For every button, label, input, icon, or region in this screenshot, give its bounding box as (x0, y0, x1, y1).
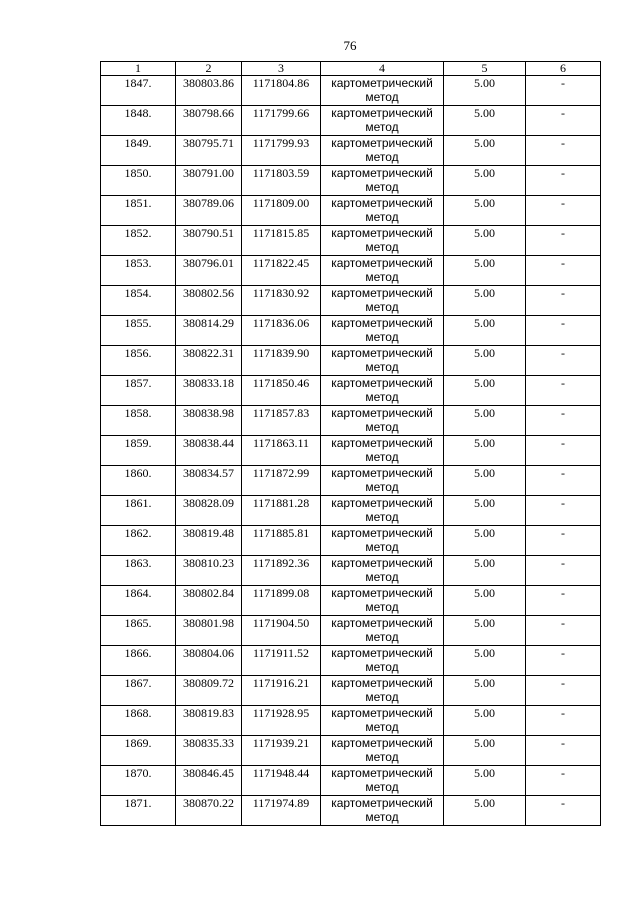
method-line-2: метод (365, 690, 399, 704)
coord-x: 380828.09 (176, 496, 242, 526)
method-line-2: метод (365, 780, 399, 794)
coord-x: 380789.06 (176, 196, 242, 226)
coord-x: 380802.84 (176, 586, 242, 616)
dash-cell: - (526, 526, 601, 556)
method-cell (321, 286, 444, 316)
coord-x: 380835.33 (176, 736, 242, 766)
coord-x: 380795.71 (176, 136, 242, 166)
method-line-1: картометрический (331, 196, 433, 210)
page-number: 76 (343, 38, 357, 53)
dash-cell: - (526, 556, 601, 586)
coord-x: 380791.00 (176, 166, 242, 196)
method-line-1: картометрический (331, 286, 433, 300)
dash-cell: - (526, 766, 601, 796)
coord-y: 1171836.06 (242, 316, 321, 346)
coord-x: 380838.44 (176, 436, 242, 466)
accuracy-value: 5.00 (444, 136, 526, 166)
table-row (101, 406, 601, 436)
method-line-1: картометрический (331, 256, 433, 270)
coord-y: 1171974.89 (242, 796, 321, 826)
table-row (101, 76, 601, 106)
table-row (101, 556, 601, 586)
coord-x: 380834.57 (176, 466, 242, 496)
table-row (101, 106, 601, 136)
coord-y: 1171863.11 (242, 436, 321, 466)
dash-cell: - (526, 376, 601, 406)
method-cell (321, 586, 444, 616)
dash-cell: - (526, 106, 601, 136)
table-row (101, 226, 601, 256)
dash-cell: - (526, 406, 601, 436)
table-row (101, 286, 601, 316)
method-cell (321, 466, 444, 496)
method-cell (321, 226, 444, 256)
accuracy-value: 5.00 (444, 346, 526, 376)
coord-y: 1171904.50 (242, 616, 321, 646)
method-line-1: картометрический (331, 166, 433, 180)
method-cell (321, 316, 444, 346)
method-line-2: метод (365, 630, 399, 644)
coord-x: 380803.86 (176, 76, 242, 106)
method-line-1: картометрический (331, 136, 433, 150)
method-line-2: метод (365, 420, 399, 434)
table-row (101, 196, 601, 226)
coord-y: 1171850.46 (242, 376, 321, 406)
method-line-1: картометрический (331, 406, 433, 420)
accuracy-value: 5.00 (444, 286, 526, 316)
accuracy-value: 5.00 (444, 256, 526, 286)
header-col-5: 5 (444, 62, 526, 76)
point-number: 1868. (101, 706, 176, 736)
table-row (101, 496, 601, 526)
method-line-2: метод (365, 270, 399, 284)
method-line-2: метод (365, 570, 399, 584)
method-line-2: метод (365, 720, 399, 734)
point-number: 1852. (101, 226, 176, 256)
coord-y: 1171928.95 (242, 706, 321, 736)
method-line-1: картометрический (331, 646, 433, 660)
point-number: 1857. (101, 376, 176, 406)
coordinates-table (100, 61, 601, 826)
coord-x: 380822.31 (176, 346, 242, 376)
coord-y: 1171948.44 (242, 766, 321, 796)
method-cell (321, 706, 444, 736)
method-line-2: метод (365, 300, 399, 314)
accuracy-value: 5.00 (444, 166, 526, 196)
table-row (101, 676, 601, 706)
method-line-1: картометрический (331, 346, 433, 360)
method-line-2: метод (365, 180, 399, 194)
point-number: 1863. (101, 556, 176, 586)
coord-y: 1171911.52 (242, 646, 321, 676)
accuracy-value: 5.00 (444, 526, 526, 556)
table-row (101, 736, 601, 766)
coord-y: 1171939.21 (242, 736, 321, 766)
coord-x: 380814.29 (176, 316, 242, 346)
point-number: 1854. (101, 286, 176, 316)
dash-cell: - (526, 166, 601, 196)
coord-y: 1171839.90 (242, 346, 321, 376)
dash-cell: - (526, 256, 601, 286)
method-line-2: метод (365, 330, 399, 344)
method-line-1: картометрический (331, 556, 433, 570)
method-line-1: картометрический (331, 796, 433, 810)
header-col-6: 6 (526, 62, 601, 76)
table-row (101, 316, 601, 346)
method-cell (321, 406, 444, 436)
accuracy-value: 5.00 (444, 676, 526, 706)
method-line-1: картометрический (331, 316, 433, 330)
method-line-2: метод (365, 90, 399, 104)
method-cell (321, 556, 444, 586)
method-line-2: метод (365, 210, 399, 224)
method-cell (321, 256, 444, 286)
point-number: 1850. (101, 166, 176, 196)
dash-cell: - (526, 136, 601, 166)
dash-cell: - (526, 646, 601, 676)
method-cell (321, 376, 444, 406)
coord-y: 1171822.45 (242, 256, 321, 286)
point-number: 1864. (101, 586, 176, 616)
dash-cell: - (526, 466, 601, 496)
method-cell (321, 166, 444, 196)
coord-x: 380798.66 (176, 106, 242, 136)
method-cell (321, 196, 444, 226)
dash-cell: - (526, 316, 601, 346)
accuracy-value: 5.00 (444, 496, 526, 526)
method-cell (321, 736, 444, 766)
dash-cell: - (526, 286, 601, 316)
header-row (101, 62, 601, 76)
accuracy-value: 5.00 (444, 376, 526, 406)
method-line-1: картометрический (331, 736, 433, 750)
coord-x: 380870.22 (176, 796, 242, 826)
method-line-1: картометрический (331, 76, 433, 90)
header-col-4: 4 (321, 62, 444, 76)
method-cell (321, 436, 444, 466)
accuracy-value: 5.00 (444, 226, 526, 256)
table-row (101, 706, 601, 736)
coord-y: 1171799.66 (242, 106, 321, 136)
dash-cell: - (526, 76, 601, 106)
coord-y: 1171815.85 (242, 226, 321, 256)
method-line-1: картометрический (331, 376, 433, 390)
dash-cell: - (526, 496, 601, 526)
header-col-1: 1 (101, 62, 176, 76)
coord-x: 380819.48 (176, 526, 242, 556)
table-row (101, 796, 601, 826)
accuracy-value: 5.00 (444, 316, 526, 346)
point-number: 1865. (101, 616, 176, 646)
method-line-2: метод (365, 600, 399, 614)
dash-cell: - (526, 436, 601, 466)
table-row (101, 166, 601, 196)
table-header (101, 62, 601, 76)
method-line-1: картометрический (331, 106, 433, 120)
point-number: 1853. (101, 256, 176, 286)
coord-x: 380846.45 (176, 766, 242, 796)
point-number: 1870. (101, 766, 176, 796)
coord-y: 1171804.86 (242, 76, 321, 106)
dash-cell: - (526, 346, 601, 376)
method-line-2: метод (365, 660, 399, 674)
coord-y: 1171803.59 (242, 166, 321, 196)
coord-x: 380804.06 (176, 646, 242, 676)
coord-y: 1171881.28 (242, 496, 321, 526)
method-line-1: картометрический (331, 706, 433, 720)
point-number: 1859. (101, 436, 176, 466)
method-line-2: метод (365, 510, 399, 524)
accuracy-value: 5.00 (444, 556, 526, 586)
coord-x: 380796.01 (176, 256, 242, 286)
method-line-1: картометрический (331, 616, 433, 630)
method-line-1: картометрический (331, 496, 433, 510)
dash-cell: - (526, 196, 601, 226)
method-cell (321, 796, 444, 826)
dash-cell: - (526, 796, 601, 826)
method-line-2: метод (365, 810, 399, 824)
coord-y: 1171885.81 (242, 526, 321, 556)
accuracy-value: 5.00 (444, 196, 526, 226)
method-line-1: картометрический (331, 676, 433, 690)
method-line-2: метод (365, 150, 399, 164)
method-cell (321, 496, 444, 526)
point-number: 1848. (101, 106, 176, 136)
coord-x: 380790.51 (176, 226, 242, 256)
accuracy-value: 5.00 (444, 646, 526, 676)
point-number: 1866. (101, 646, 176, 676)
method-line-2: метод (365, 750, 399, 764)
coord-y: 1171916.21 (242, 676, 321, 706)
coord-y: 1171899.08 (242, 586, 321, 616)
point-number: 1858. (101, 406, 176, 436)
coord-y: 1171892.36 (242, 556, 321, 586)
dash-cell: - (526, 616, 601, 646)
method-line-2: метод (365, 450, 399, 464)
coord-x: 380838.98 (176, 406, 242, 436)
point-number: 1862. (101, 526, 176, 556)
coord-x: 380819.83 (176, 706, 242, 736)
point-number: 1871. (101, 796, 176, 826)
point-number: 1861. (101, 496, 176, 526)
method-cell (321, 766, 444, 796)
method-line-1: картометрический (331, 466, 433, 480)
dash-cell: - (526, 676, 601, 706)
coord-y: 1171872.99 (242, 466, 321, 496)
table-row (101, 376, 601, 406)
coord-y: 1171809.00 (242, 196, 321, 226)
coord-x: 380810.23 (176, 556, 242, 586)
method-line-2: метод (365, 360, 399, 374)
point-number: 1855. (101, 316, 176, 346)
accuracy-value: 5.00 (444, 436, 526, 466)
dash-cell: - (526, 586, 601, 616)
accuracy-value: 5.00 (444, 796, 526, 826)
point-number: 1851. (101, 196, 176, 226)
table-row (101, 466, 601, 496)
accuracy-value: 5.00 (444, 406, 526, 436)
accuracy-value: 5.00 (444, 736, 526, 766)
table-row (101, 616, 601, 646)
coord-y: 1171799.93 (242, 136, 321, 166)
point-number: 1860. (101, 466, 176, 496)
method-cell (321, 106, 444, 136)
point-number: 1849. (101, 136, 176, 166)
coord-y: 1171830.92 (242, 286, 321, 316)
coord-x: 380809.72 (176, 676, 242, 706)
method-line-1: картометрический (331, 526, 433, 540)
accuracy-value: 5.00 (444, 76, 526, 106)
method-line-2: метод (365, 540, 399, 554)
accuracy-value: 5.00 (444, 616, 526, 646)
method-cell (321, 346, 444, 376)
coord-x: 380802.56 (176, 286, 242, 316)
table-row (101, 586, 601, 616)
header-col-3: 3 (242, 62, 321, 76)
coord-x: 380833.18 (176, 376, 242, 406)
dash-cell: - (526, 736, 601, 766)
point-number: 1847. (101, 76, 176, 106)
method-line-2: метод (365, 480, 399, 494)
method-line-2: метод (365, 390, 399, 404)
point-number: 1869. (101, 736, 176, 766)
coord-x: 380801.98 (176, 616, 242, 646)
point-number: 1867. (101, 676, 176, 706)
dash-cell: - (526, 706, 601, 736)
table-row (101, 526, 601, 556)
table-body (101, 76, 601, 826)
table-row (101, 256, 601, 286)
method-cell (321, 76, 444, 106)
header-col-2: 2 (176, 62, 242, 76)
accuracy-value: 5.00 (444, 466, 526, 496)
dash-cell: - (526, 226, 601, 256)
accuracy-value: 5.00 (444, 766, 526, 796)
method-cell (321, 646, 444, 676)
method-line-1: картометрический (331, 586, 433, 600)
table-row (101, 646, 601, 676)
method-line-2: метод (365, 120, 399, 134)
method-line-2: метод (365, 240, 399, 254)
accuracy-value: 5.00 (444, 106, 526, 136)
method-line-1: картометрический (331, 436, 433, 450)
table-row (101, 136, 601, 166)
method-cell (321, 526, 444, 556)
method-line-1: картометрический (331, 226, 433, 240)
method-cell (321, 136, 444, 166)
table-row (101, 436, 601, 466)
method-cell (321, 676, 444, 706)
accuracy-value: 5.00 (444, 586, 526, 616)
coord-y: 1171857.83 (242, 406, 321, 436)
table-row (101, 766, 601, 796)
method-line-1: картометрический (331, 766, 433, 780)
table-row (101, 346, 601, 376)
accuracy-value: 5.00 (444, 706, 526, 736)
point-number: 1856. (101, 346, 176, 376)
method-cell (321, 616, 444, 646)
